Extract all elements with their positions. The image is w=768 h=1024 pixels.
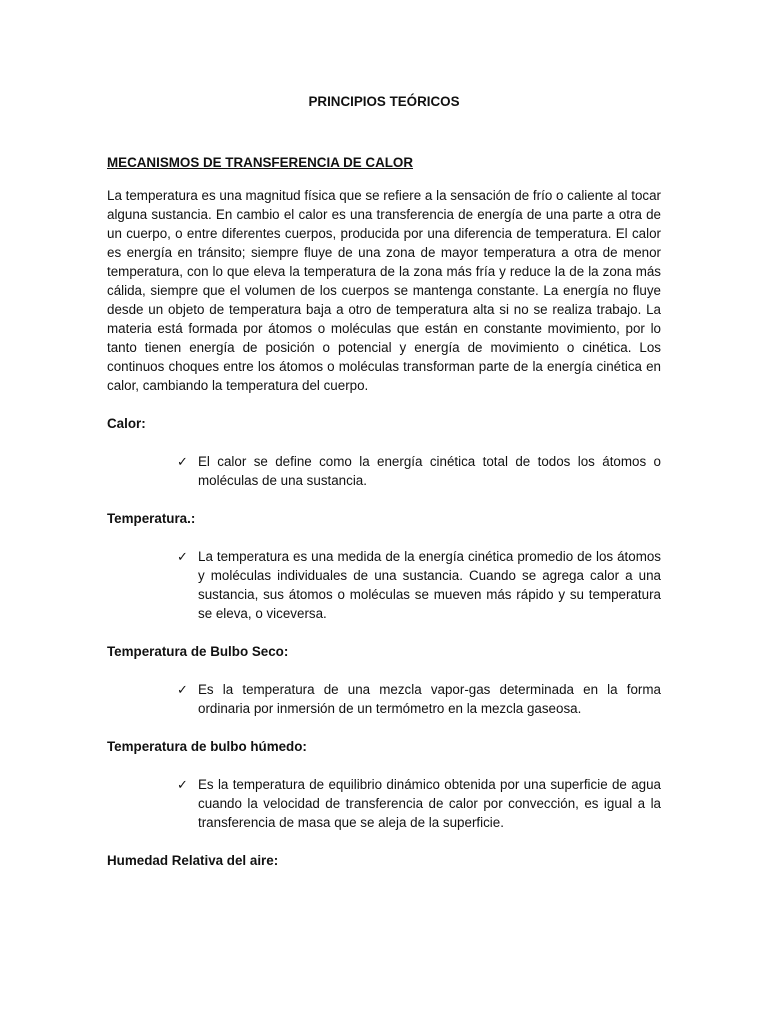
term-heading-temperatura: Temperatura.: — [107, 511, 196, 526]
bullet-text: Es la temperatura de equilibrio dinámico obtenida por una superficie de agua cuando la velocidad de transferencia de calor por convección, es igual a la transferencia de masa que se aleja de la superficie. — [198, 777, 661, 830]
term-heading-calor: Calor: — [107, 416, 146, 431]
bullet-text: El calor se define como la energía cinética total de todos los átomos o moléculas de una sustancia. — [198, 454, 661, 488]
document-page — [107, 92, 661, 889]
bullet-item-bulbo-seco — [177, 680, 661, 718]
bullet-item-bulbo-humedo — [177, 775, 661, 832]
term-heading-bulbo-humedo: Temperatura de bulbo húmedo: — [107, 739, 307, 754]
intro-paragraph: La temperatura es una magnitud física que se refiere a la sensación de frío o caliente al tocar alguna sustancia. En cambio el calor es una transferencia de energía de una parte a otra de un cuerpo, o entre diferentes cuerpos, producida por una diferencia de temperatura. El calor es energía en tránsito; siempre fluye de una zona de mayor temperatura a otra de menor temperatura, con lo que eleva la temperatura de la zona más fría y reduce la de la zona más cálida, siempre que el volumen de los cuerpos se mantenga constante. La energía no fluye desde un objeto de temperatura baja a otro de temperatura alta si no se realiza trabajo. La materia está formada por átomos o moléculas que están en constante movimiento, por lo tanto tienen energía de posición o potencial y energía de movimiento o cinética. Los continuos choques entre los átomos o moléculas transforman parte de la energía cinética en calor, cambiando la temperatura del cuerpo. — [107, 188, 661, 393]
term-heading-bulbo-seco: Temperatura de Bulbo Seco: — [107, 644, 289, 659]
bullet-text: Es la temperatura de una mezcla vapor-gas determinada en la forma ordinaria por inmersión de un termómetro en la mezcla gaseosa. — [198, 682, 661, 716]
checkmark-icon: ✓ — [177, 682, 188, 697]
bullet-item-calor — [177, 452, 661, 490]
checkmark-icon: ✓ — [177, 777, 188, 792]
bullet-item-temperatura — [177, 547, 661, 623]
checkmark-icon: ✓ — [177, 549, 188, 564]
page-title: PRINCIPIOS TEÓRICOS — [308, 94, 460, 109]
section-title: MECANISMOS DE TRANSFERENCIA DE CALOR — [107, 155, 414, 170]
bullet-text: La temperatura es una medida de la energía cinética promedio de los átomos y moléculas individuales de una sustancia. Cuando se agrega calor a una sustancia, sus átomos o moléculas se mueven más rápido y su temperatura se eleva, o viceversa. — [198, 549, 661, 621]
term-heading-humedad-relativa: Humedad Relativa del aire: — [107, 853, 279, 868]
checkmark-icon: ✓ — [177, 454, 188, 469]
